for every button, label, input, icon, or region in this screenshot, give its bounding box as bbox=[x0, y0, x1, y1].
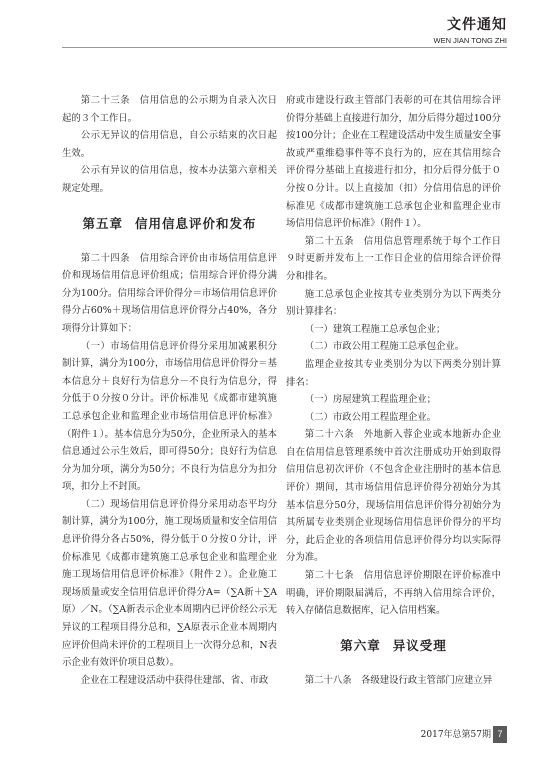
paragraph: 第二十八条 各级建设行政主管部门应建立异 bbox=[304, 674, 493, 686]
chapter-heading-6 bbox=[286, 620, 501, 672]
page-header-title: 文件通知 bbox=[447, 17, 507, 33]
paragraph: 第二十五条 信用信息管理系统于每个工作日９时更新并发布上一工作日企业的信用综合评价得分和排名。 bbox=[286, 235, 501, 282]
paragraph: （一）建筑工程施工总承包企业； bbox=[304, 323, 446, 335]
chapter-heading-5 bbox=[62, 198, 277, 250]
paragraph: （二）市政公用工程施工总承包企业。 bbox=[304, 341, 465, 353]
paragraph: （二）现场信用信息评价得分采用动态平均分制计算，满分为100分，施工现场质量和安全信用信息评价得分各占50%，得分低于０分按０分计，评价标准见《成都市建筑施工总承包企业和监理企业施工现场信用信息评价标准》（附件２）。企业施工现场质量或安全信用信息评价得分A=（∑A新＋∑A原）／N。（∑A新表示企业本周期内已评价经公示无异议的工程项目得分总和，∑A原表示企业本周期内应评价但尚未评价的工程项目上一次得分总和，N表示企业有效评价项目总数）。 bbox=[62, 498, 277, 669]
paragraph: 监理企业按其专业类别分为以下两类分别计算排名： bbox=[286, 358, 501, 388]
paragraph: （二）市政公用工程监理企业。 bbox=[304, 411, 437, 423]
issue-label: 2017年总第57期 bbox=[420, 730, 491, 740]
left-column bbox=[62, 92, 277, 689]
paragraph: 企业在工程建设活动中获得住建部、省、市政 bbox=[80, 674, 269, 686]
paragraph: 第二十七条 信用信息评价期限在评价标准中明确，评价期限届满后，不再纳入信用综合评价，转入存储信息数据库，记入信用档案。 bbox=[286, 570, 501, 617]
paragraph: 施工总承包企业按其专业类别分为以下两类分别计算排名： bbox=[286, 288, 501, 318]
chapter-title: 异议受理 bbox=[392, 637, 447, 653]
paragraph: （一）房屋建筑工程监理企业； bbox=[304, 394, 437, 406]
paragraph: 公示有异议的信用信息，按本办法第六章相关规定处理。 bbox=[62, 165, 277, 194]
page-number: 7 bbox=[493, 726, 507, 743]
header-rule bbox=[62, 47, 507, 48]
paragraph: 公示无异议的信用信息，自公示结束的次日起生效。 bbox=[62, 130, 277, 159]
chapter-title: 信用信息评价和发布 bbox=[135, 215, 257, 231]
chapter-number: 第六章 bbox=[340, 637, 381, 653]
page-header-subtitle: WEN JIAN TONG ZHI bbox=[433, 36, 507, 45]
paragraph: （一）市场信用信息评价得分采用加减累积分制计算，满分为100分，市场信用信息评价得分＝基本信息分＋良好行为信息分－不良行为信息分，得分低于０分按０分计。评价标准见《成都市建筑施工总承包企业和监理企业市场信用信息评价标准》（附件１）。基本信息分为50分，企业所录入的基本信息通过公示生效后，即可得50分；良好行为信息分为加分项，满分为50分；不良行为信息分为扣分项，扣分上不封顶。 bbox=[62, 340, 277, 493]
paragraph: 府或市建设行政主管部门表彰的可在其信用综合评价得分基础上直接进行加分，加分后得分超过100分按100分计；企业在工程建设活动中发生质量安全事故或严重维稳事件等不良行为的，应在其信用综合评价得分基础上直接进行扣分，扣分后得分低于０分按０分计。以上直接加（扣）分信用信息的评价标准见《成都市建筑施工总承包企业和监理企业市场信用信息评价标准》（附件１）。 bbox=[286, 95, 501, 230]
chapter-number: 第五章 bbox=[82, 215, 123, 231]
paragraph: 第二十六条 外地新入蓉企业或本地新办企业自在信用信息管理系统中首次注册成功开始到取得信用信息初次评价（不包含企业注册时的基本信息评价）期间，其市场信用信息评价得分初始分为其基本信息分50分，现场信用信息评价得分初始分为其所属专业类别企业现场信用信息评价得分的平均分，此后企业的各项信用信息评价得分均以实际得分为准。 bbox=[286, 429, 501, 564]
right-column bbox=[286, 92, 501, 689]
paragraph: 第二十三条 信用信息的公示期为自录入次日起的３个工作日。 bbox=[62, 95, 277, 124]
paragraph: 第二十四条 信用综合评价由市场信用信息评价和现场信用信息评价组成；信用综合评价得分满分为100分。信用综合评价得分＝市场信用信息评价得分占60%＋现场信用信息评价得分占40%，各分项得分计算如下： bbox=[62, 252, 277, 334]
